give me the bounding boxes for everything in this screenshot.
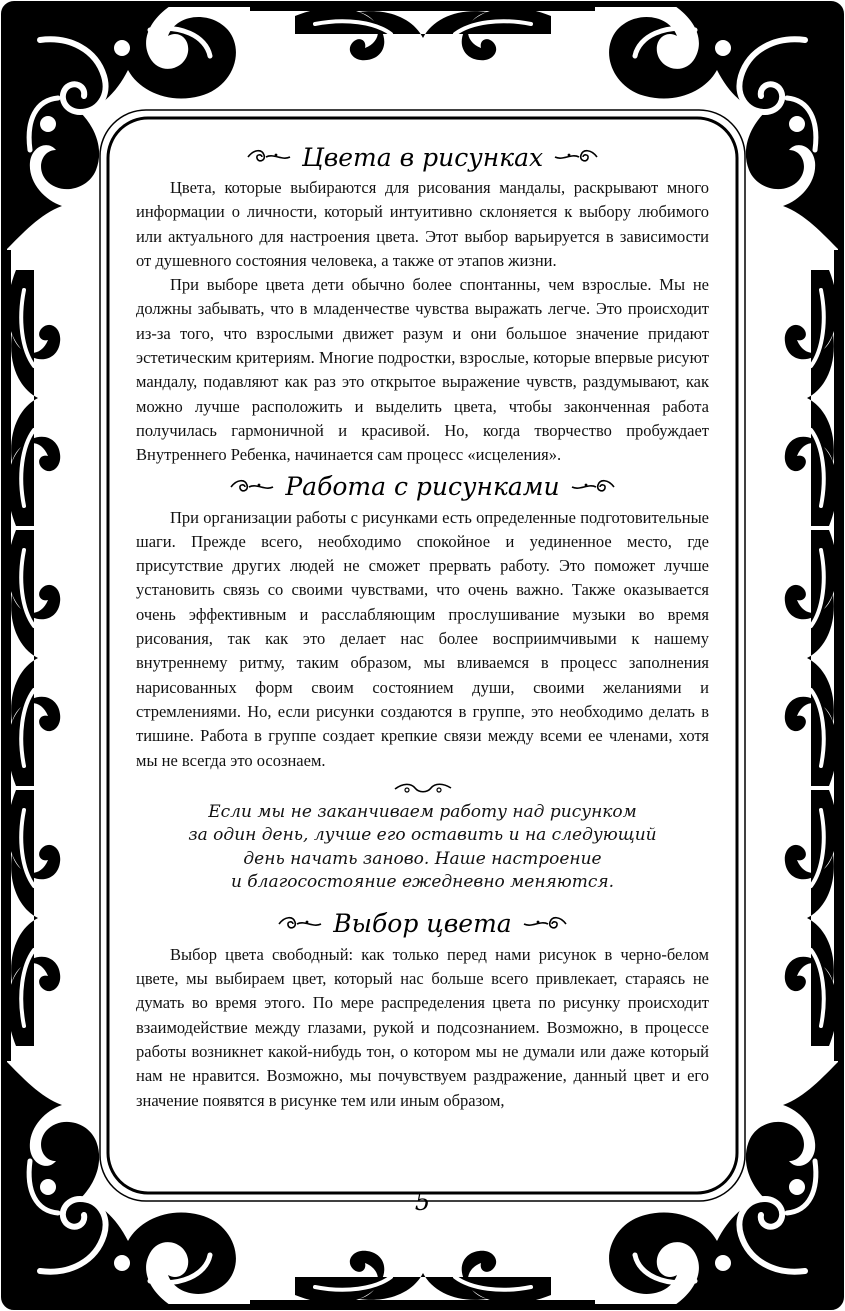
page-number: 5: [414, 1188, 431, 1216]
paragraph: Цвета, которые выбираются для рисования мандалы, раскрывают много информации о личности, который интуитивно склоняется к выбору любимого или актуального для настроения цвета. Этот выбор варьируется в зависимости от душевного состояния человека, а также от этапов жизни.: [136, 178, 709, 270]
vine-flourish-icon: [393, 781, 453, 795]
heading-color-choice: Выбор цвета: [333, 909, 512, 939]
quote-line: и благосостояние ежедневно меняются.: [230, 872, 615, 893]
right-swirl-icon: [522, 916, 568, 932]
section-heading: [136, 138, 709, 176]
right-swirl-icon: [553, 149, 599, 165]
section-heading: [136, 905, 709, 943]
main-text: [136, 138, 709, 1113]
quote-line: день начать заново. Наше настроение: [243, 848, 602, 869]
right-swirl-icon: [570, 479, 616, 495]
quote-line: за один день, лучше его оставить и на следующий: [188, 825, 657, 846]
left-swirl-icon: [246, 149, 292, 165]
left-swirl-icon: [229, 479, 275, 495]
heading-working-with-drawings: Работа с рисунками: [285, 472, 560, 502]
paragraph: Выбор цвета свободный: как только перед нами рисунок в черно-белом цвете, мы выбираем цвет, который нас больше всего привлекает, стараясь не думать во время этого. По мере распределения цвета по рисунку происходит взаимодействие между глазами, рукой и подсознанием. Возможно, в процессе работы возникнет какой-нибудь тон, о котором мы не думали или даже который нам не нравится. Возможно, мы почувствуем раздражение, данный цвет и его значение появятся в рисунке тем или иным образом,: [136, 944, 709, 1110]
section-heading: [136, 468, 709, 506]
paragraph: При организации работы с рисунками есть определенные подготовительные шаги. Прежде всего, необходимо спокойное и уединенное место, где присутствие других людей не сможет прервать работу. Это поможет лучше установить связь со своими чувствами, что очень важно. Также оказывается очень эффективным и расслабляющим прослушивание музыки во время рисования, так как это делает нас более восприимчивыми к нашему внутреннему ритму, таким образом, мы вливаемся в процесс заполнения нарисованных форм своим состоянием души, своими желаниями и стремлениями. Но, если рисунки создаются в группе, это необходимо делать в тишине. Работа в группе создает крепкие связи между всеми ее членами, хотя мы не всегда это осознаем.: [136, 507, 709, 770]
quote-block: [136, 801, 709, 895]
heading-colors-in-drawings: Цвета в рисунках: [301, 142, 544, 172]
left-swirl-icon: [277, 916, 323, 932]
paragraph: При выборе цвета дети обычно более спонтанны, чем взрослые. Мы не должны забывать, что в младенчестве чувства выражать легче. Это происходит из-за того, что взрослыми движет разум и они большое значение придают эстетическим критериям. Многие подростки, взрослые, которые впервые рисуют мандалу, подавляют как раз это открытое выражение чувств, раздумывают, как можно лучше расположить и выделить цвета, чтобы законченная работа получилась гармоничной и красивой. Но, когда творчество пробуждает Внутреннего Ребенка, начинается сам процесс «исцеления».: [136, 275, 709, 465]
quote-line: Если мы не заканчиваем работу над рисунком: [208, 801, 637, 822]
